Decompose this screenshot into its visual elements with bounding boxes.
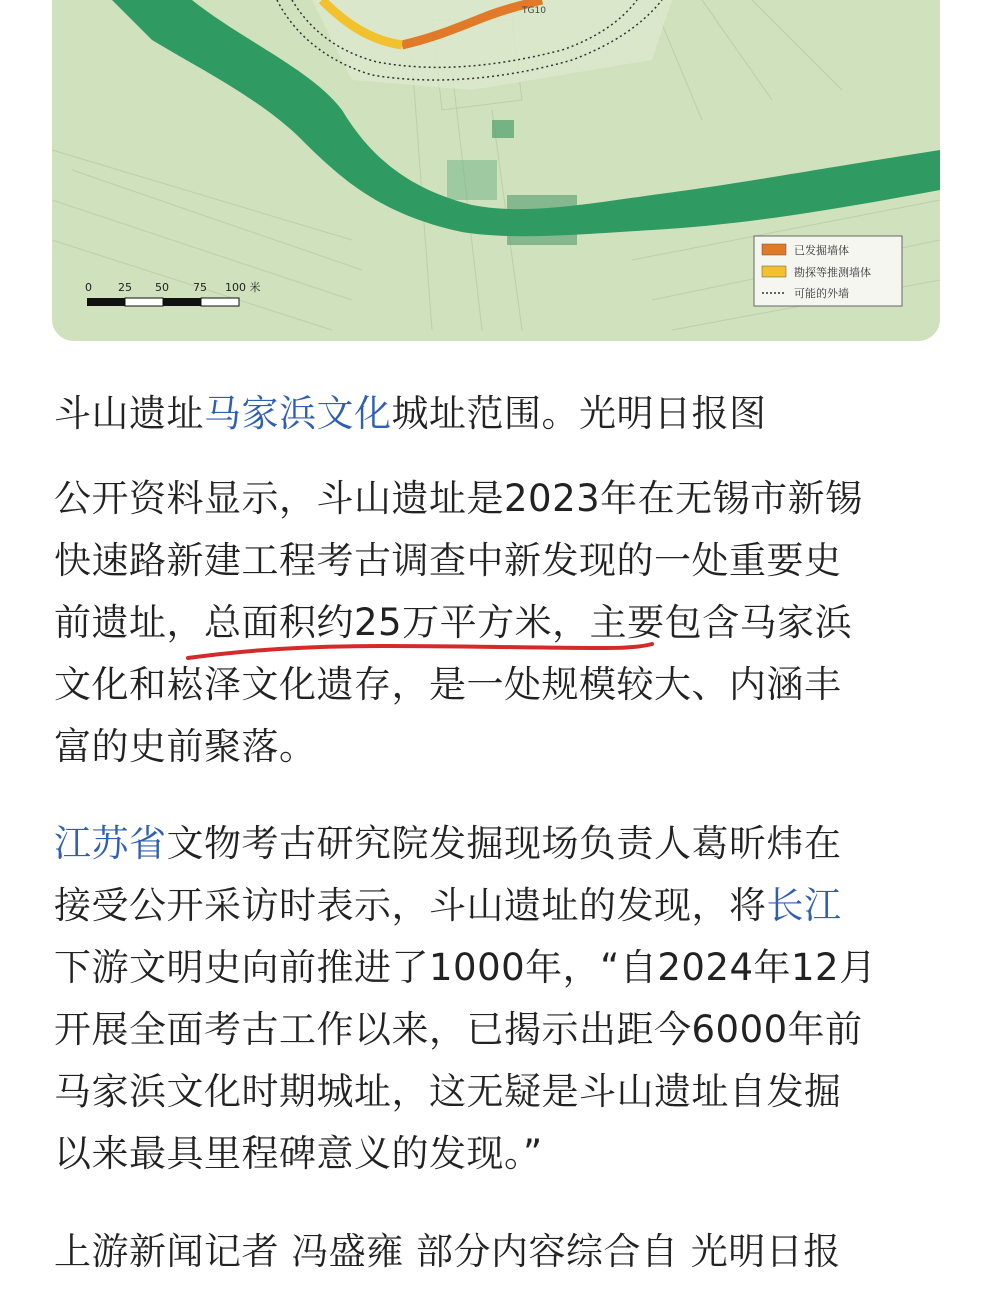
scale-tick-label: 100 米 [225, 281, 261, 294]
paragraph-line: 马家浜文化时期城址，这无疑是斗山遗址自发掘 [54, 1070, 842, 1113]
caption-text: 城址范围。光明日报图 [391, 392, 767, 435]
article-credit: 上游新闻记者 冯盛雍 部分内容综合自 光明日报 [54, 1230, 841, 1273]
scale-tick-label: 0 [85, 281, 92, 294]
paragraph-line: 公开资料显示，斗山遗址是2023年在无锡市新锡 [54, 477, 863, 520]
legend-swatch-excavated [762, 244, 786, 255]
legend-label: 可能的外墙 [794, 287, 849, 300]
image-caption [54, 383, 934, 445]
legend-label: 已发掘墙体 [794, 244, 849, 257]
paragraph-line: 快速路新建工程考古调查中新发现的一处重要史 [54, 539, 842, 582]
paragraph-line: 前遗址， [54, 601, 204, 644]
paragraph-line: 接受公开采访时表示，斗山遗址的发现，将 [54, 884, 767, 927]
scale-tick-label: 50 [155, 281, 169, 294]
article-paragraph-1 [54, 468, 934, 778]
scale-tick-label: 25 [118, 281, 132, 294]
paragraph-line: 文化和崧泽文化遗存，是一处规模较大、内涵丰 [54, 663, 842, 706]
article-paragraph-2 [54, 813, 934, 1185]
highlighted-area-text: 总面积约25万平方米， [204, 601, 590, 644]
paragraph-line: 文物考古研究院发掘现场负责人葛昕炜在 [166, 822, 842, 865]
link-majiabang-culture[interactable]: 马家浜文化 [204, 392, 392, 435]
site-map-graphic [52, 0, 940, 341]
scale-tick-label: 75 [193, 281, 207, 294]
paragraph-line: 主要包含马家浜 [589, 601, 853, 644]
map-image [52, 0, 940, 341]
paragraph-line: 下游文明史向前推进了1000年，“自2024年12月 [54, 946, 877, 989]
paragraph-line: 富的史前聚落。 [54, 725, 317, 768]
link-yangtze-river[interactable]: 长江 [766, 884, 842, 927]
paragraph-line: 以来最具里程碑意义的发现。” [54, 1132, 543, 1175]
map-legend [754, 236, 902, 306]
survey-label: TG10 [522, 6, 546, 16]
paragraph-line: 开展全面考古工作以来，已揭示出距今6000年前 [54, 1008, 863, 1051]
caption-text: 斗山遗址 [54, 392, 204, 435]
legend-swatch-inferred [762, 266, 786, 277]
legend-label: 勘探等推测墙体 [794, 266, 871, 279]
link-jiangsu-province[interactable]: 江苏省 [54, 822, 167, 865]
